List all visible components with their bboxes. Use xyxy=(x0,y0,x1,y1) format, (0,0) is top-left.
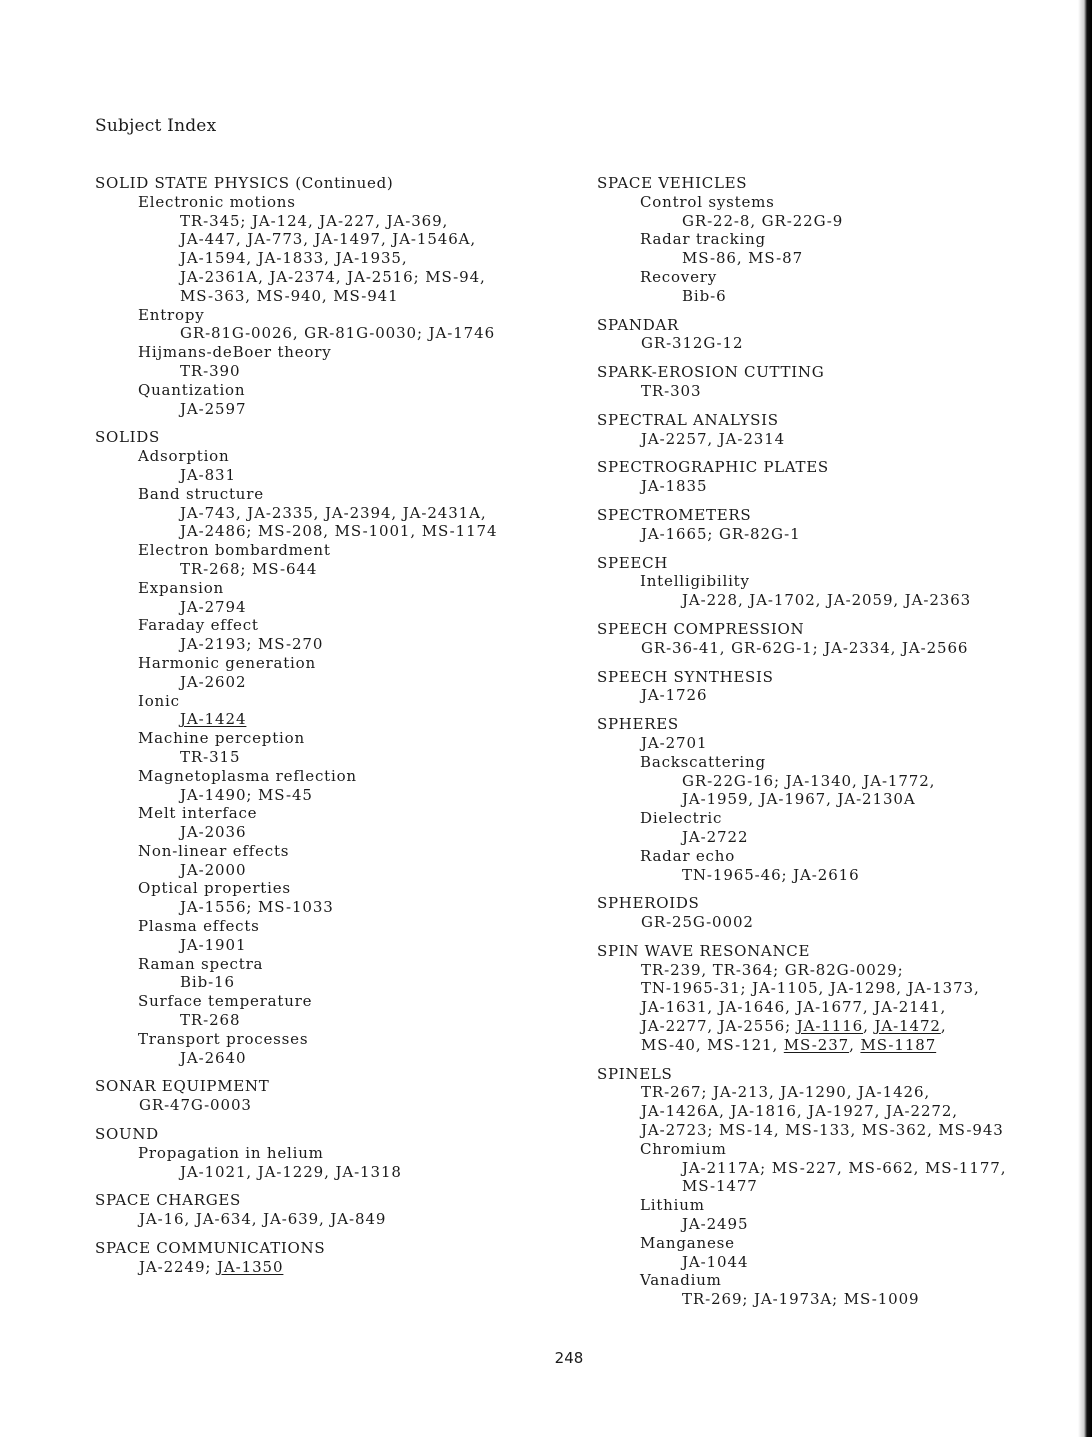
index-subentry xyxy=(597,572,1067,610)
reference-line: JA-743, JA-2335, JA-2394, JA-2431A, xyxy=(180,503,487,522)
subentry-term: Dielectric xyxy=(640,809,723,828)
subentry-term: Hijmans-deBoer theory xyxy=(138,343,332,362)
index-entry xyxy=(95,174,565,418)
reference-line: GR-25G-0002 xyxy=(641,913,754,932)
index-subentry xyxy=(597,230,1067,268)
index-subentry xyxy=(597,1140,1067,1196)
subentry-term: Harmonic generation xyxy=(138,653,316,672)
reference-line: MS-1477 xyxy=(682,1177,758,1196)
reference-line: TR-345; JA-124, JA-227, JA-369, xyxy=(180,211,449,230)
index-subentry xyxy=(95,654,565,692)
index-term: SPACE COMMUNICATIONS xyxy=(95,1239,326,1258)
reference-line: TR-268 xyxy=(180,1011,241,1030)
index-term: SPEECH SYNTHESIS xyxy=(597,667,774,686)
index-term: SPINELS xyxy=(597,1064,673,1083)
index-column-right xyxy=(597,174,1067,1319)
index-subentry xyxy=(95,767,565,805)
reference-line: JA-228, JA-1702, JA-2059, JA-2363 xyxy=(682,591,972,610)
index-entry xyxy=(597,506,1067,544)
index-term: SPECTROMETERS xyxy=(597,505,752,524)
reference-line: GR-22G-16; JA-1340, JA-1772, xyxy=(682,771,936,790)
index-subentry xyxy=(597,1234,1067,1272)
index-column-left xyxy=(95,174,565,1287)
index-subentry xyxy=(95,381,565,419)
reference-line: JA-1835 xyxy=(641,477,708,496)
index-subentry xyxy=(597,809,1067,847)
index-subentry xyxy=(95,485,565,541)
reference-line: JA-2701 xyxy=(641,733,708,752)
subentry-term: Propagation in helium xyxy=(138,1143,324,1162)
subentry-term: Radar tracking xyxy=(640,230,766,249)
index-subentry xyxy=(95,729,565,767)
reference-line: JA-2361A, JA-2374, JA-2516; MS-94, xyxy=(180,267,486,286)
reference-line: JA-2723; MS-14, MS-133, MS-362, MS-943 xyxy=(641,1121,1004,1140)
subentry-term: Backscattering xyxy=(640,752,766,771)
index-subentry xyxy=(95,616,565,654)
subentry-term: Ionic xyxy=(138,691,180,710)
reference-line: JA-2495 xyxy=(682,1215,749,1234)
index-term: SOUND xyxy=(95,1125,159,1144)
index-term: SPECTRAL ANALYSIS xyxy=(597,410,779,429)
index-entry xyxy=(597,942,1067,1055)
subentry-term: Chromium xyxy=(640,1139,727,1158)
reference-line: TN-1965-46; JA-2616 xyxy=(682,865,860,884)
index-subentry xyxy=(597,847,1067,885)
index-entry xyxy=(597,620,1067,658)
index-term: SPANDAR xyxy=(597,315,680,334)
reference-line: Bib-6 xyxy=(682,286,727,305)
reference-line: JA-1631, JA-1646, JA-1677, JA-2141, xyxy=(641,998,947,1017)
index-entry xyxy=(95,1125,565,1181)
reference-line: GR-22-8, GR-22G-9 xyxy=(682,211,844,230)
reference-line: JA-2000 xyxy=(180,860,247,879)
subentry-term: Magnetoplasma reflection xyxy=(138,766,357,785)
reference-line: JA-1490; MS-45 xyxy=(180,785,313,804)
index-subentry xyxy=(95,579,565,617)
reference-line: JA-1426A, JA-1816, JA-1927, JA-2272, xyxy=(641,1102,958,1121)
reference-line: MS-363, MS-940, MS-941 xyxy=(180,286,399,305)
reference-line: JA-2794 xyxy=(180,597,247,616)
subentry-term: Adsorption xyxy=(138,447,230,466)
index-subentry xyxy=(95,1030,565,1068)
subentry-term: Electron bombardment xyxy=(138,541,331,560)
reference-line: JA-1959, JA-1967, JA-2130A xyxy=(682,790,916,809)
reference-line: JA-1594, JA-1833, JA-1935, xyxy=(180,249,408,268)
reference-line: JA-2722 xyxy=(682,827,749,846)
subentry-term: Electronic motions xyxy=(138,192,296,211)
subentry-term: Entropy xyxy=(138,305,205,324)
index-entry xyxy=(597,316,1067,354)
index-entry xyxy=(597,458,1067,496)
reference-line: JA-2193; MS-270 xyxy=(180,635,324,654)
index-term: SPACE CHARGES xyxy=(95,1191,242,1210)
index-entry xyxy=(597,1065,1067,1309)
reference-line: GR-36-41, GR-62G-1; JA-2334, JA-2566 xyxy=(641,638,969,657)
index-term: SOLID STATE PHYSICS (Continued) xyxy=(95,174,394,192)
reference-line: JA-1665; GR-82G-1 xyxy=(641,524,801,543)
reference-line: GR-81G-0026, GR-81G-0030; JA-1746 xyxy=(180,324,496,343)
subentry-term: Transport processes xyxy=(138,1029,309,1048)
reference-line: JA-2257, JA-2314 xyxy=(641,429,786,448)
reference-line: TR-267; JA-213, JA-1290, JA-1426, xyxy=(641,1083,931,1102)
index-entry xyxy=(597,411,1067,449)
reference-line: MS-40, MS-121, MS-237, MS-1187 xyxy=(641,1035,937,1054)
index-subentry xyxy=(597,268,1067,306)
reference-line: JA-447, JA-773, JA-1497, JA-1546A, xyxy=(180,230,477,249)
index-entry xyxy=(597,363,1067,401)
subentry-term: Band structure xyxy=(138,484,264,503)
page-number: 248 xyxy=(554,1349,584,1367)
reference-line: TR-269; JA-1973A; MS-1009 xyxy=(682,1290,920,1309)
index-entry xyxy=(95,428,565,1067)
index-term: SPARK-EROSION CUTTING xyxy=(597,363,825,382)
index-term: SPECTROGRAPHIC PLATES xyxy=(597,458,829,477)
reference-line: JA-2486; MS-208, MS-1001, MS-1174 xyxy=(180,522,498,541)
index-term: SOLIDS xyxy=(95,428,160,447)
index-term: SPEECH COMPRESSION xyxy=(597,619,805,638)
subentry-term: Surface temperature xyxy=(138,992,313,1011)
subentry-term: Vanadium xyxy=(640,1271,722,1290)
subentry-term: Control systems xyxy=(640,192,775,211)
index-term: SPEECH xyxy=(597,553,669,572)
index-entry xyxy=(597,174,1067,306)
reference-line: JA-16, JA-634, JA-639, JA-849 xyxy=(139,1210,387,1229)
subentry-term: Recovery xyxy=(640,267,717,286)
reference-line: JA-1424 xyxy=(180,710,247,729)
index-term: SPIN WAVE RESONANCE xyxy=(597,941,811,960)
index-term: SPHERES xyxy=(597,715,679,734)
reference-line: JA-1556; MS-1033 xyxy=(180,898,334,917)
index-subentry xyxy=(95,447,565,485)
index-entry xyxy=(597,715,1067,884)
reference-line: JA-2602 xyxy=(180,672,247,691)
reference-line: TR-390 xyxy=(180,361,241,380)
subentry-term: Quantization xyxy=(138,380,246,399)
index-subentry xyxy=(597,1196,1067,1234)
subentry-term: Raman spectra xyxy=(138,954,264,973)
subentry-term: Machine perception xyxy=(138,729,305,748)
subentry-term: Manganese xyxy=(640,1233,735,1252)
index-subentry xyxy=(95,541,565,579)
reference-line: TR-268; MS-644 xyxy=(180,559,318,578)
reference-line: TR-303 xyxy=(641,381,702,400)
index-term: SONAR EQUIPMENT xyxy=(95,1077,270,1096)
reference-line: Bib-16 xyxy=(180,973,235,992)
index-subentry xyxy=(597,1271,1067,1309)
index-term: SPHEROIDS xyxy=(597,894,700,913)
index-entry xyxy=(95,1191,565,1229)
subentry-term: Expansion xyxy=(138,578,225,597)
subentry-term: Plasma effects xyxy=(138,917,260,936)
reference-line: TR-315 xyxy=(180,747,241,766)
index-entry xyxy=(597,894,1067,932)
subentry-term: Lithium xyxy=(640,1196,705,1215)
subentry-term: Optical properties xyxy=(138,879,291,898)
subentry-term: Melt interface xyxy=(138,804,258,823)
index-subentry xyxy=(95,879,565,917)
reference-line: JA-2640 xyxy=(180,1048,247,1067)
reference-line: JA-2277, JA-2556; JA-1116, JA-1472, xyxy=(641,1017,947,1036)
reference-line: JA-1901 xyxy=(180,935,247,954)
scanned-page-edge xyxy=(1078,0,1092,1437)
index-subentry xyxy=(95,842,565,880)
index-subentry xyxy=(95,804,565,842)
reference-line: MS-86, MS-87 xyxy=(682,249,804,268)
reference-line: JA-831 xyxy=(180,465,236,484)
reference-line: TN-1965-31; JA-1105, JA-1298, JA-1373, xyxy=(641,979,980,998)
index-subentry xyxy=(95,992,565,1030)
index-subentry xyxy=(597,753,1067,809)
subentry-term: Non-linear effects xyxy=(138,841,290,860)
index-entry xyxy=(597,668,1067,706)
page-header: Subject Index xyxy=(95,116,217,136)
reference-line: JA-1044 xyxy=(682,1252,749,1271)
reference-line: JA-2597 xyxy=(180,399,247,418)
index-entry xyxy=(95,1077,565,1115)
index-subentry xyxy=(597,193,1067,231)
reference-line: JA-1021, JA-1229, JA-1318 xyxy=(180,1162,402,1181)
reference-line: GR-312G-12 xyxy=(641,334,744,353)
index-term: SPACE VEHICLES xyxy=(597,174,748,192)
reference-line: JA-2249; JA-1350 xyxy=(139,1257,284,1276)
index-subentry xyxy=(95,306,565,344)
index-subentry xyxy=(95,955,565,993)
reference-line: JA-2036 xyxy=(180,823,247,842)
reference-line: JA-2117A; MS-227, MS-662, MS-1177, xyxy=(682,1158,1007,1177)
index-subentry xyxy=(95,692,565,730)
index-subentry xyxy=(95,343,565,381)
reference-line: TR-239, TR-364; GR-82G-0029; xyxy=(641,960,904,979)
reference-line: JA-1726 xyxy=(641,686,708,705)
reference-line: GR-47G-0003 xyxy=(139,1096,252,1115)
subentry-term: Faraday effect xyxy=(138,616,259,635)
index-subentry xyxy=(95,193,565,306)
index-entry xyxy=(95,1239,565,1277)
index-subentry xyxy=(95,917,565,955)
index-entry xyxy=(597,554,1067,610)
subentry-term: Intelligibility xyxy=(640,572,750,591)
subentry-term: Radar echo xyxy=(640,846,736,865)
index-subentry xyxy=(95,1144,565,1182)
